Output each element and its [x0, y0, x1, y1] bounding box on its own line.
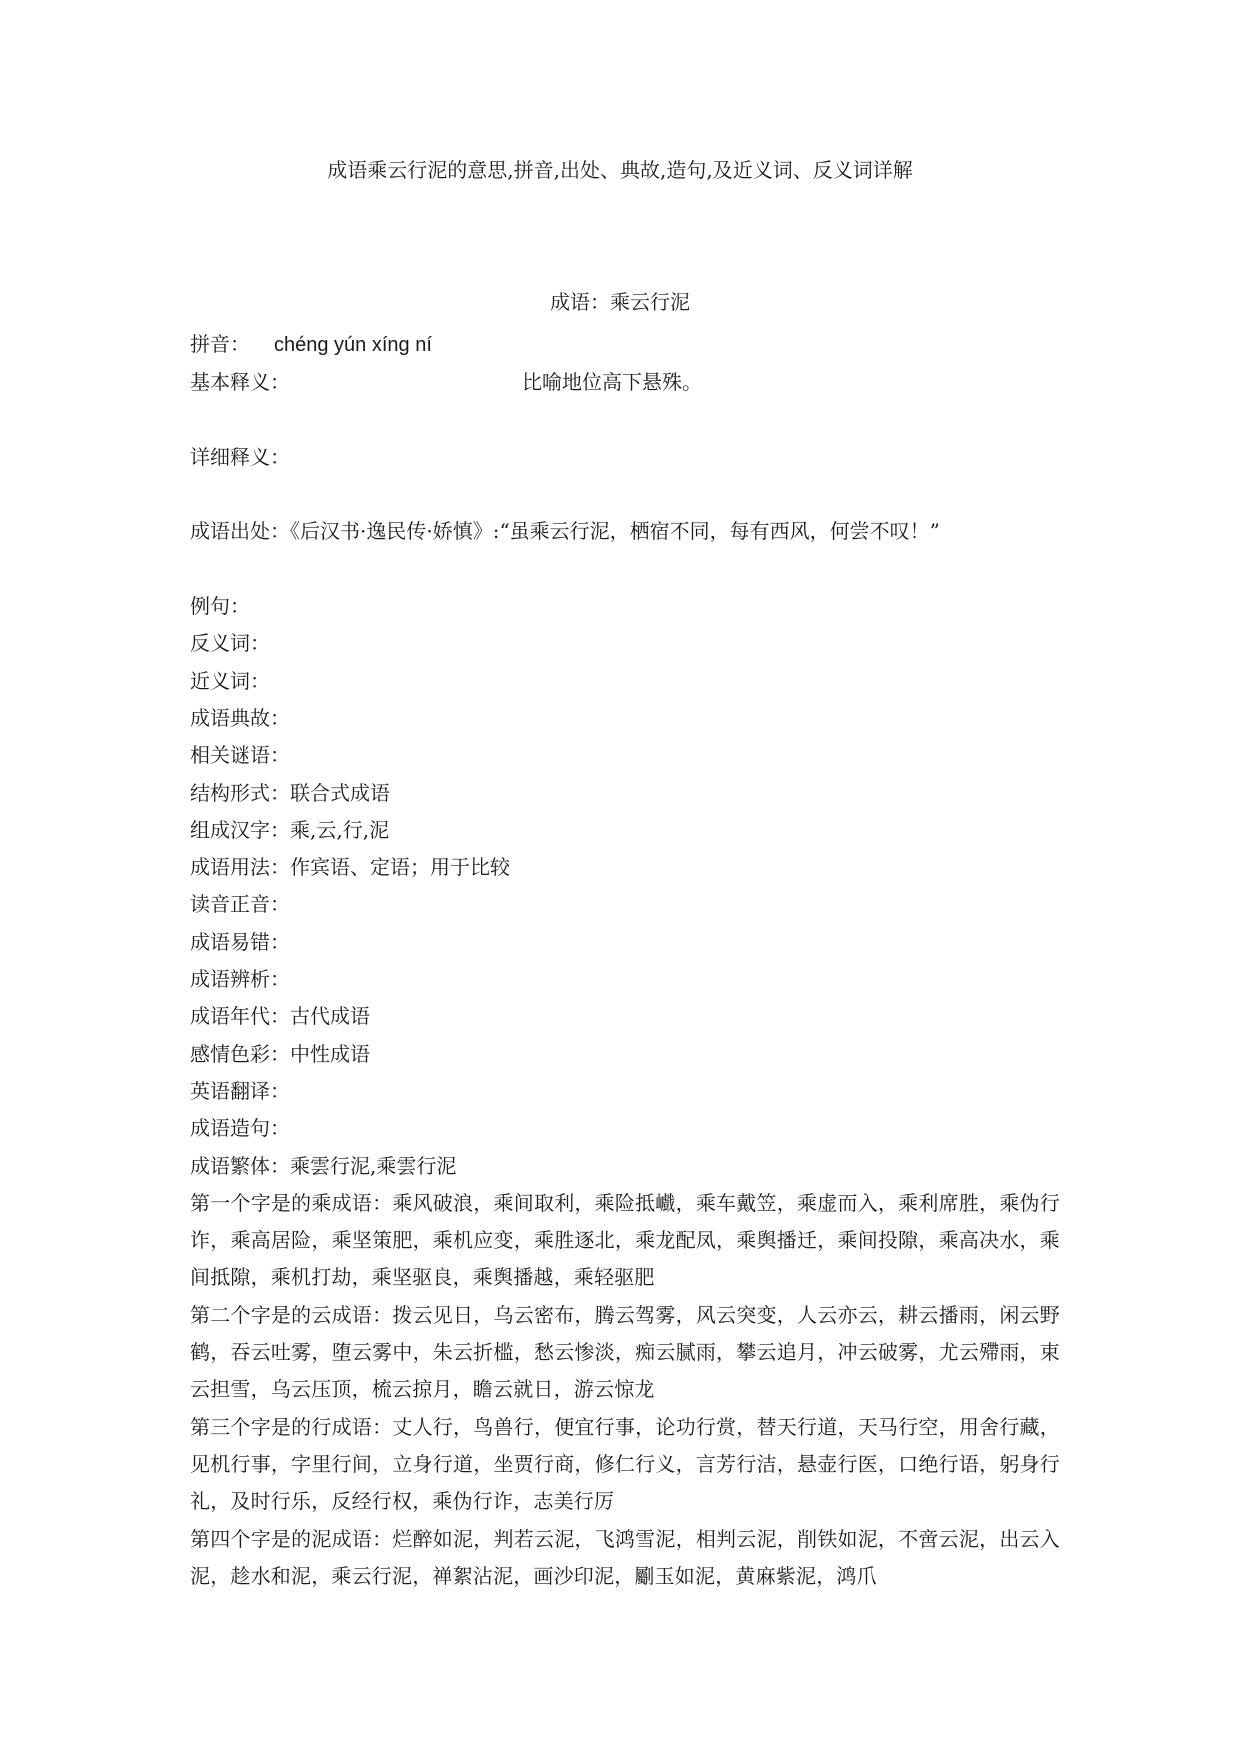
- spacer: [190, 476, 1060, 513]
- field-synonyms: 近义词：: [190, 668, 270, 693]
- basic-meaning-row: [190, 364, 1060, 401]
- field-pronunciation: 读音正音：: [190, 892, 290, 917]
- pinyin-label: 拼音：: [190, 332, 250, 356]
- document-body: [190, 326, 1060, 1595]
- field-characters: 组成汉字：乘,云,行,泥: [190, 817, 390, 842]
- field-example: 例句：: [190, 594, 250, 619]
- related-idioms-first-char: 第一个字是的乘成语：乘风破浪，乘间取利，乘险抵巇，乘车戴笠，乘虚而入，乘利席胜，乘伪行诈，乘高居险，乘坚策肥，乘机应变，乘胜逐北，乘龙配凤，乘舆播迁，乘间投隙，乘高决水，乘间抵隙，乘机打劫，乘坚驱良，乘舆播越，乘轻驱肥: [190, 1190, 1060, 1290]
- field-common-errors: 成语易错：: [190, 929, 290, 954]
- related-idioms-third-char: 第三个字是的行成语：丈人行，鸟兽行，便宜行事，论功行赏，替天行道，天马行空，用舍行藏，见机行事，字里行间，立身行道，坐贾行商，修仁行义，言芳行洁，悬壶行医，口绝行语，躬身行礼，及时行乐，反经行权，乘伪行诈，志美行厉: [190, 1414, 1060, 1514]
- field-allusion: 成语典故：: [190, 705, 290, 730]
- source-row: 成语出处：《后汉书·逸民传·娇慎》:“虽乘云行泥，栖宿不同，每有西风，何尝不叹！”: [190, 519, 940, 544]
- idiom-heading: 成语：乘云行泥: [550, 290, 690, 314]
- field-usage: 成语用法：作宾语、定语；用于比较: [190, 855, 510, 880]
- pinyin-value: chéng yún xíng ní: [274, 334, 432, 356]
- field-sentiment: 感情色彩：中性成语: [190, 1041, 370, 1066]
- document-title: 成语乘云行泥的意思,拼音,出处、典故,造句,及近义词、反义词详解: [327, 158, 913, 182]
- field-distinction: 成语辨析：: [190, 967, 290, 992]
- field-structure: 结构形式：联合式成语: [190, 780, 390, 805]
- pinyin-row: [190, 326, 1060, 364]
- field-traditional: 成语繁体：乘雲行泥,乘雲行泥: [190, 1153, 457, 1178]
- field-era: 成语年代：古代成语: [190, 1004, 370, 1029]
- field-sentence: 成语造句：: [190, 1116, 290, 1141]
- field-riddle: 相关谜语：: [190, 743, 290, 768]
- related-idioms-second-char: 第二个字是的云成语：拨云见日，乌云密布，腾云驾雾，风云突变，人云亦云，耕云播雨，闲云野鹤，吞云吐雾，堕云雾中，朱云折槛，愁云惨淡，痴云腻雨，攀云追月，冲云破雾，尤云殢雨，束云担雪，乌云压顶，梳云掠月，瞻云就日，游云惊龙: [190, 1302, 1060, 1402]
- spacer: [190, 551, 1060, 588]
- field-antonyms: 反义词：: [190, 631, 270, 656]
- field-english: 英语翻译：: [190, 1078, 290, 1103]
- spacer: [190, 402, 1060, 439]
- related-idioms-fourth-char: 第四个字是的泥成语：烂醉如泥，判若云泥，飞鸿雪泥，相判云泥，削铁如泥，不啻云泥，出云入泥，趁水和泥，乘云行泥，禅絮沾泥，画沙印泥，劚玉如泥，黄麻紫泥，鸿爪: [190, 1526, 1060, 1588]
- basic-meaning-label: 基本释义：: [190, 370, 290, 395]
- basic-meaning-value: 比喻地位高下悬殊。: [522, 370, 702, 395]
- detailed-meaning-row: 详细释义：: [190, 444, 290, 469]
